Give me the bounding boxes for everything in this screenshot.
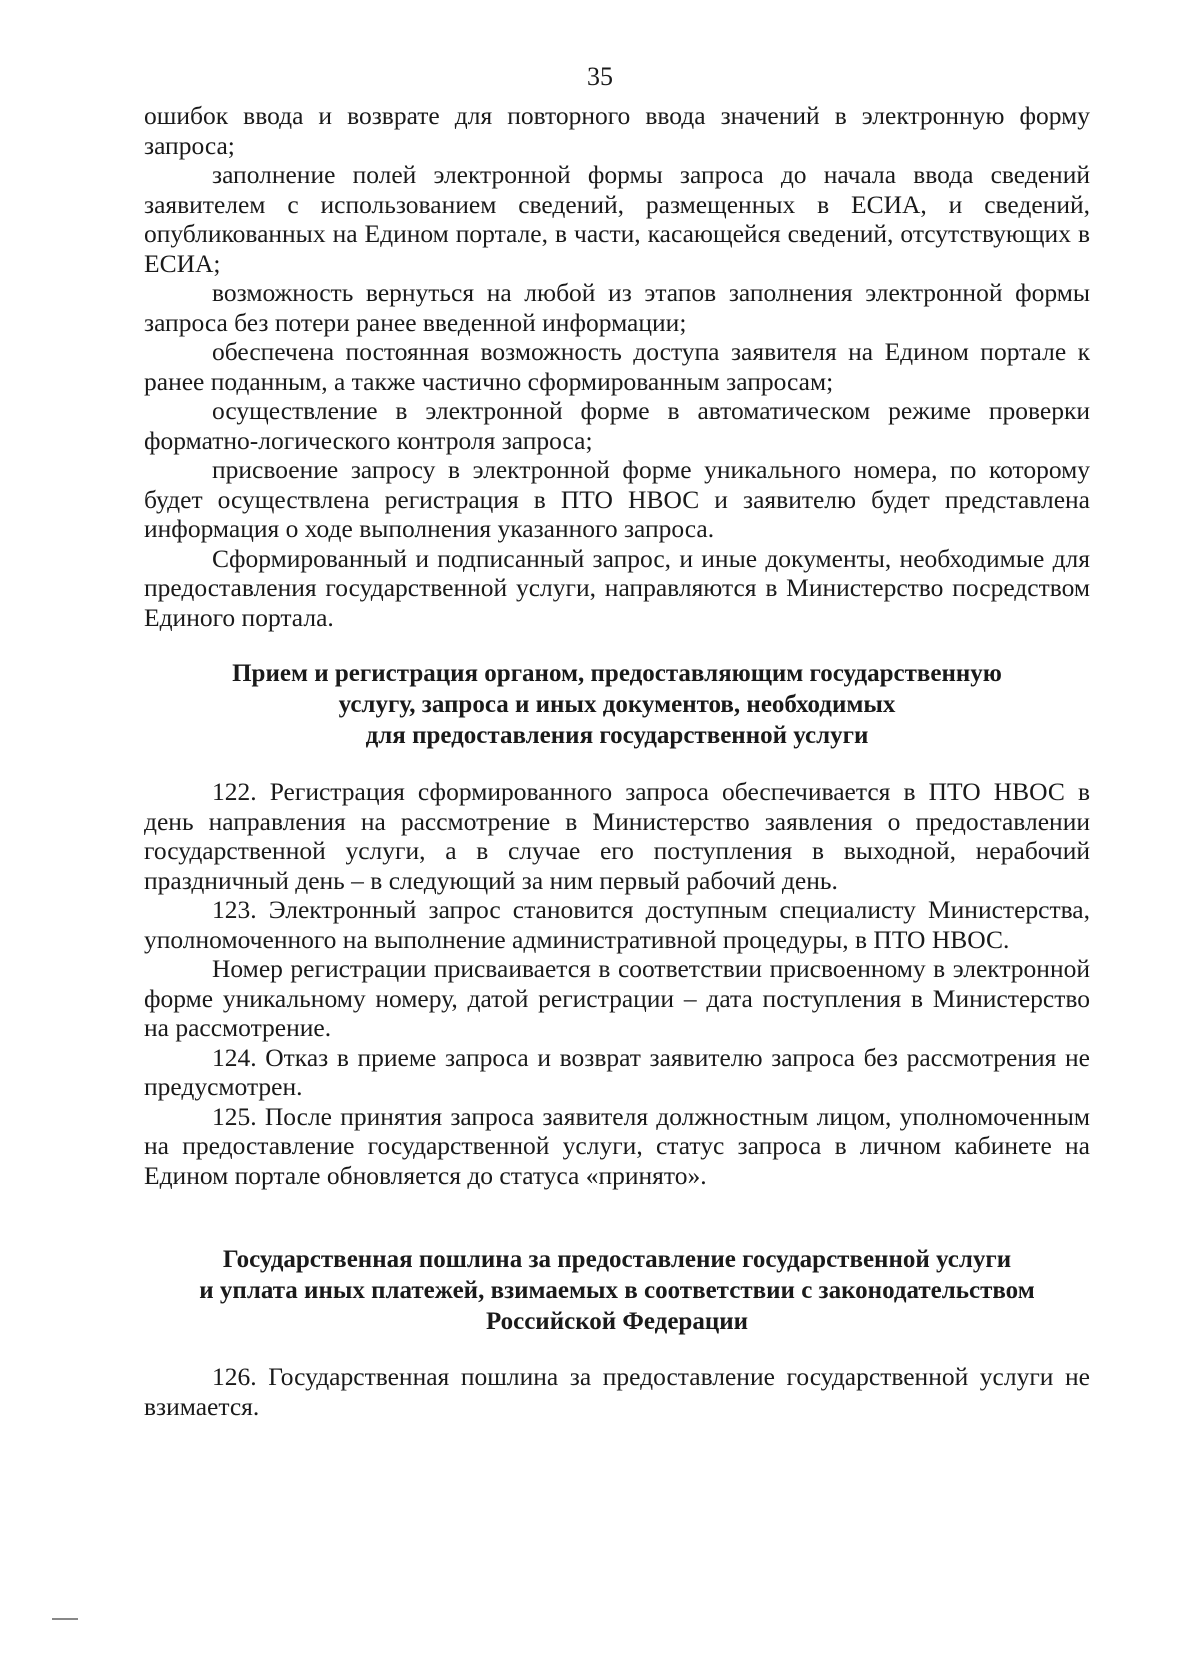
body-text-middle — [144, 777, 1090, 1190]
paragraph-123: 123. Электронный запрос становится доступным специалисту Министерства, уполномоченного на выполнение административной процедуры, в ПТО НВОС. — [144, 895, 1090, 954]
heading-line: Прием и регистрация органом, предоставляющим государственную — [232, 660, 1002, 687]
scan-mark — [52, 1618, 78, 1620]
paragraph-continuation: ошибок ввода и возврате для повторного ввода значений в электронную форму запроса; — [144, 101, 1090, 160]
heading-line: для предоставления государственной услуги — [365, 722, 869, 749]
page-number: 35 — [587, 62, 613, 91]
section-heading-registration — [144, 658, 1090, 751]
heading-line: Государственная пошлина за предоставление государственной услуги — [222, 1246, 1012, 1273]
section-heading-state-fee — [144, 1244, 1090, 1337]
paragraph-122: 122. Регистрация сформированного запроса обеспечивается в ПТО НВОС в день направления на рассмотрение в Министерство заявления о предоставлении государственной услуги, а в случае его поступления в выходной, нерабочий праздничный день – в следующий за ним первый рабочий день. — [144, 777, 1090, 895]
paragraph-126: 126. Государственная пошлина за предоставление государственной услуги не взимается. — [144, 1362, 1090, 1421]
paragraph-124: 124. Отказ в приеме запроса и возврат заявителю запроса без рассмотрения не предусмотрен. — [144, 1042, 1090, 1101]
paragraph-access-requests: обеспечена постоянная возможность доступа заявителя на Едином портале к ранее поданным, а также частично сформированным запросам; — [144, 337, 1090, 396]
body-text-top — [144, 101, 1090, 632]
paragraph-prefill-fields: заполнение полей электронной формы запроса до начала ввода сведений заявителем с использованием сведений, размещенных в ЕСИА, и сведений, опубликованных на Едином портале, в части, касающейся сведений, отсутствующих в ЕСИА; — [144, 160, 1090, 278]
paragraph-request-sent: Сформированный и подписанный запрос, и иные документы, необходимые для предоставления государственной услуги, направляются в Министерство посредством Единого портала. — [144, 543, 1090, 632]
paragraph-125: 125. После принятия запроса заявителя должностным лицом, уполномоченным на предоставление государственной услуги, статус запроса в личном кабинете на Едином портале обновляется до статуса «принято». — [144, 1101, 1090, 1190]
body-text-bottom — [144, 1362, 1090, 1421]
paragraph-return-to-steps: возможность вернуться на любой из этапов заполнения электронной формы запроса без потери ранее введенной информации; — [144, 278, 1090, 337]
paragraph-registration-number: Номер регистрации присваивается в соответствии присвоенному в электронной форме уникальному номеру, датой регистрации – дата поступления в Министерство на рассмотрение. — [144, 954, 1090, 1042]
paragraph-format-check: осуществление в электронной форме в автоматическом режиме проверки форматно-логического контроля запроса; — [144, 396, 1090, 455]
paragraph-unique-number: присвоение запросу в электронной форме уникального номера, по которому будет осуществлена регистрация в ПТО НВОС и заявителю будет представлена информация о ходе выполнения указанного запроса. — [144, 455, 1090, 543]
heading-line: и уплата иных платежей, взимаемых в соответствии с законодательством — [199, 1277, 1035, 1304]
heading-line: Российской Федерации — [485, 1308, 749, 1335]
heading-line: услугу, запроса и иных документов, необходимых — [338, 691, 896, 718]
